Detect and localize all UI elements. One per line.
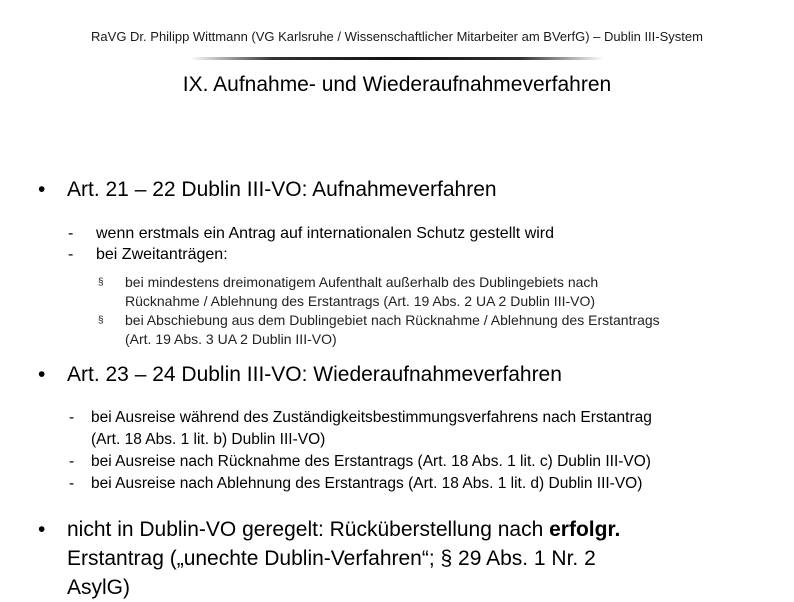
list-item-text: bei Ausreise nach Rücknahme des Erstantrags (Art. 18 Abs. 1 lit. c) Dublin III-VO) xyxy=(91,453,651,470)
bullet-icon: • xyxy=(38,363,46,386)
dash-icon: - xyxy=(68,225,74,242)
section3-line3: AsylG) xyxy=(67,576,130,599)
bullet-icon: • xyxy=(38,178,46,201)
sub-list-item-line2: Rücknahme / Ablehnung des Erstantrags (Art. 19 Abs. 2 UA 2 Dublin III-VO) xyxy=(125,293,596,309)
sub-list-item-line2: (Art. 19 Abs. 3 UA 2 Dublin III-VO) xyxy=(125,331,337,347)
list-item-text: wenn erstmals ein Antrag auf internationalen Schutz gestellt wird xyxy=(96,225,555,242)
square-bullet-icon: § xyxy=(98,315,104,326)
section1-heading: Art. 21 – 22 Dublin III-VO: Aufnahmeverfahren xyxy=(67,178,497,201)
header-divider xyxy=(190,57,604,60)
list-item-line2: (Art. 18 Abs. 1 lit. b) Dublin III-VO) xyxy=(91,431,326,448)
dash-icon: - xyxy=(68,246,74,263)
section3-line1 xyxy=(67,516,620,544)
list-item-line1: bei Ausreise während des Zuständigkeitsbestimmungsverfahrens nach Erstantrag xyxy=(91,409,652,426)
bullet-icon: • xyxy=(38,518,46,541)
dash-icon: - xyxy=(69,475,75,492)
section2-heading: Art. 23 – 24 Dublin III-VO: Wiederaufnahmeverfahren xyxy=(67,363,562,386)
section3-line2: Erstantrag („unechte Dublin-Verfahren“; § 29 Abs. 1 Nr. 2 xyxy=(67,547,596,570)
sub-list-item-line1: bei Abschiebung aus dem Dublingebiet nach Rücknahme / Ablehnung des Erstantrags xyxy=(125,312,660,328)
dash-icon: - xyxy=(69,409,75,426)
list-item-text: bei Ausreise nach Ablehnung des Erstantrags (Art. 18 Abs. 1 lit. d) Dublin III-VO) xyxy=(91,475,643,492)
section3-line1-text: nicht in Dublin-VO geregelt: Rücküberstellung nach xyxy=(67,518,550,541)
slide-title: IX. Aufnahme- und Wiederaufnahmeverfahren xyxy=(182,73,612,96)
list-item-text: bei Zweitanträgen: xyxy=(96,246,228,263)
sub-list-item-line1: bei mindestens dreimonatigem Aufenthalt außerhalb des Dublingebiets nach xyxy=(125,274,599,290)
square-bullet-icon: § xyxy=(98,277,104,288)
slide-header: RaVG Dr. Philipp Wittmann (VG Karlsruhe / Wissenschaftlicher Mitarbeiter am BVerfG) – Dublin III-System xyxy=(91,29,703,44)
dash-icon: - xyxy=(69,453,75,470)
section3-line1-bold: erfolgr. xyxy=(549,518,621,541)
